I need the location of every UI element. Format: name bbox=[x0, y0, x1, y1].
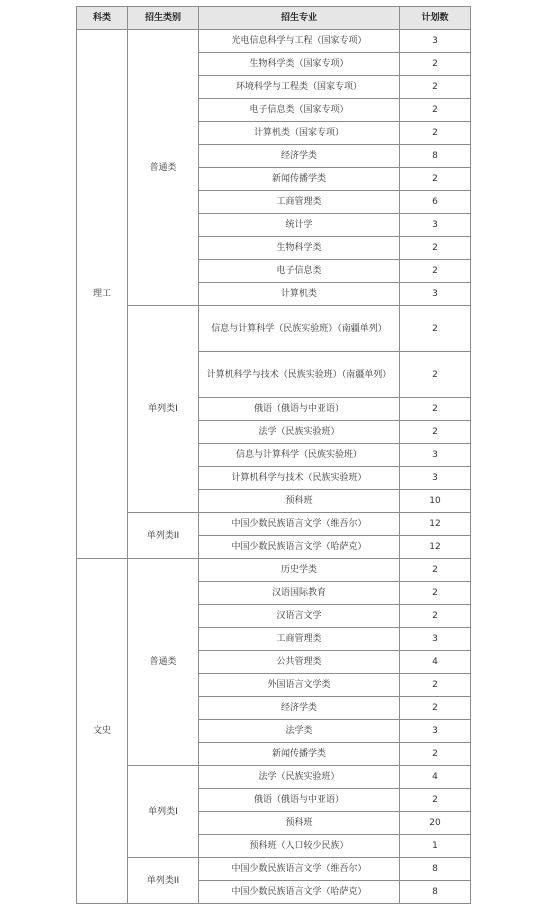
table-row bbox=[77, 513, 471, 536]
major-cell: 光电信息科学与工程（国家专项） bbox=[199, 30, 400, 53]
major-cell: 工商管理类 bbox=[199, 628, 400, 651]
major-cell: 经济学类 bbox=[199, 697, 400, 720]
major-cell: 预科班（人口较少民族） bbox=[199, 835, 400, 858]
major-cell: 中国少数民族语言文学（哈萨克） bbox=[199, 881, 400, 904]
major-cell: 环境科学与工程类（国家专项） bbox=[199, 76, 400, 99]
plan-count-cell: 12 bbox=[400, 536, 471, 559]
plan-count-cell: 3 bbox=[400, 467, 471, 490]
plan-count-cell: 2 bbox=[400, 99, 471, 122]
table-body bbox=[77, 30, 471, 904]
category-cell: 单列类I bbox=[128, 306, 199, 513]
plan-count-cell: 2 bbox=[400, 697, 471, 720]
header-discipline: 科类 bbox=[77, 7, 128, 30]
major-cell: 中国少数民族语言文学（哈萨克） bbox=[199, 536, 400, 559]
plan-count-cell: 20 bbox=[400, 812, 471, 835]
header-plan: 计划数 bbox=[400, 7, 471, 30]
major-cell: 生物科学类（国家专项） bbox=[199, 53, 400, 76]
plan-count-cell: 2 bbox=[400, 260, 471, 283]
plan-count-cell: 6 bbox=[400, 191, 471, 214]
plan-count-cell: 2 bbox=[400, 421, 471, 444]
plan-count-cell: 3 bbox=[400, 214, 471, 237]
major-cell: 公共管理类 bbox=[199, 651, 400, 674]
table-row bbox=[77, 306, 471, 352]
major-cell: 新闻传播学类 bbox=[199, 168, 400, 191]
plan-count-cell: 2 bbox=[400, 605, 471, 628]
plan-count-cell: 2 bbox=[400, 53, 471, 76]
plan-count-cell: 2 bbox=[400, 352, 471, 398]
category-cell: 单列类II bbox=[128, 858, 199, 904]
plan-count-cell: 2 bbox=[400, 237, 471, 260]
major-cell: 预科班 bbox=[199, 490, 400, 513]
plan-count-cell: 2 bbox=[400, 582, 471, 605]
major-cell: 汉语言文学 bbox=[199, 605, 400, 628]
table-row bbox=[77, 559, 471, 582]
major-cell: 俄语（俄语与中亚语） bbox=[199, 398, 400, 421]
category-cell: 普通类 bbox=[128, 30, 199, 306]
discipline-cell: 文史 bbox=[77, 559, 128, 904]
plan-count-cell: 2 bbox=[400, 306, 471, 352]
plan-count-cell: 3 bbox=[400, 720, 471, 743]
header-major: 招生专业 bbox=[199, 7, 400, 30]
major-cell: 法学（民族实验班） bbox=[199, 421, 400, 444]
major-cell: 新闻传播学类 bbox=[199, 743, 400, 766]
plan-count-cell: 2 bbox=[400, 122, 471, 145]
plan-count-cell: 2 bbox=[400, 398, 471, 421]
major-cell: 预科班 bbox=[199, 812, 400, 835]
major-cell: 电子信息类（国家专项） bbox=[199, 99, 400, 122]
plan-count-cell: 2 bbox=[400, 743, 471, 766]
major-cell: 俄语（俄语与中亚语） bbox=[199, 789, 400, 812]
major-cell: 中国少数民族语言文学（维吾尔） bbox=[199, 513, 400, 536]
plan-count-cell: 4 bbox=[400, 766, 471, 789]
admission-plan-table bbox=[76, 6, 471, 904]
plan-count-cell: 3 bbox=[400, 30, 471, 53]
major-cell: 汉语国际教育 bbox=[199, 582, 400, 605]
major-cell: 计算机科学与技术（民族实验班）（南疆单列） bbox=[199, 352, 400, 398]
major-cell: 生物科学类 bbox=[199, 237, 400, 260]
major-cell: 经济学类 bbox=[199, 145, 400, 168]
plan-count-cell: 2 bbox=[400, 789, 471, 812]
header-category: 招生类别 bbox=[128, 7, 199, 30]
major-cell: 法学类 bbox=[199, 720, 400, 743]
category-cell: 普通类 bbox=[128, 559, 199, 766]
major-cell: 计算机类（国家专项） bbox=[199, 122, 400, 145]
table-header bbox=[77, 7, 471, 30]
plan-count-cell: 1 bbox=[400, 835, 471, 858]
major-cell: 计算机科学与技术（民族实验班） bbox=[199, 467, 400, 490]
plan-count-cell: 10 bbox=[400, 490, 471, 513]
discipline-cell: 理工 bbox=[77, 30, 128, 559]
plan-count-cell: 8 bbox=[400, 145, 471, 168]
plan-count-cell: 12 bbox=[400, 513, 471, 536]
major-cell: 电子信息类 bbox=[199, 260, 400, 283]
plan-count-cell: 2 bbox=[400, 559, 471, 582]
major-cell: 信息与计算科学（民族实验班） bbox=[199, 444, 400, 467]
plan-count-cell: 2 bbox=[400, 76, 471, 99]
category-cell: 单列类II bbox=[128, 513, 199, 559]
major-cell: 法学（民族实验班） bbox=[199, 766, 400, 789]
table-row bbox=[77, 30, 471, 53]
plan-count-cell: 2 bbox=[400, 168, 471, 191]
table-row bbox=[77, 858, 471, 881]
plan-count-cell: 8 bbox=[400, 881, 471, 904]
plan-count-cell: 3 bbox=[400, 283, 471, 306]
major-cell: 工商管理类 bbox=[199, 191, 400, 214]
major-cell: 计算机类 bbox=[199, 283, 400, 306]
major-cell: 历史学类 bbox=[199, 559, 400, 582]
plan-count-cell: 3 bbox=[400, 628, 471, 651]
major-cell: 中国少数民族语言文学（维吾尔） bbox=[199, 858, 400, 881]
category-cell: 单列类I bbox=[128, 766, 199, 858]
major-cell: 信息与计算科学（民族实验班）（南疆单列） bbox=[199, 306, 400, 352]
plan-count-cell: 8 bbox=[400, 858, 471, 881]
plan-count-cell: 4 bbox=[400, 651, 471, 674]
plan-count-cell: 3 bbox=[400, 444, 471, 467]
table-row bbox=[77, 766, 471, 789]
major-cell: 外国语言文学类 bbox=[199, 674, 400, 697]
header-row bbox=[77, 7, 471, 30]
major-cell: 统计学 bbox=[199, 214, 400, 237]
plan-count-cell: 2 bbox=[400, 674, 471, 697]
